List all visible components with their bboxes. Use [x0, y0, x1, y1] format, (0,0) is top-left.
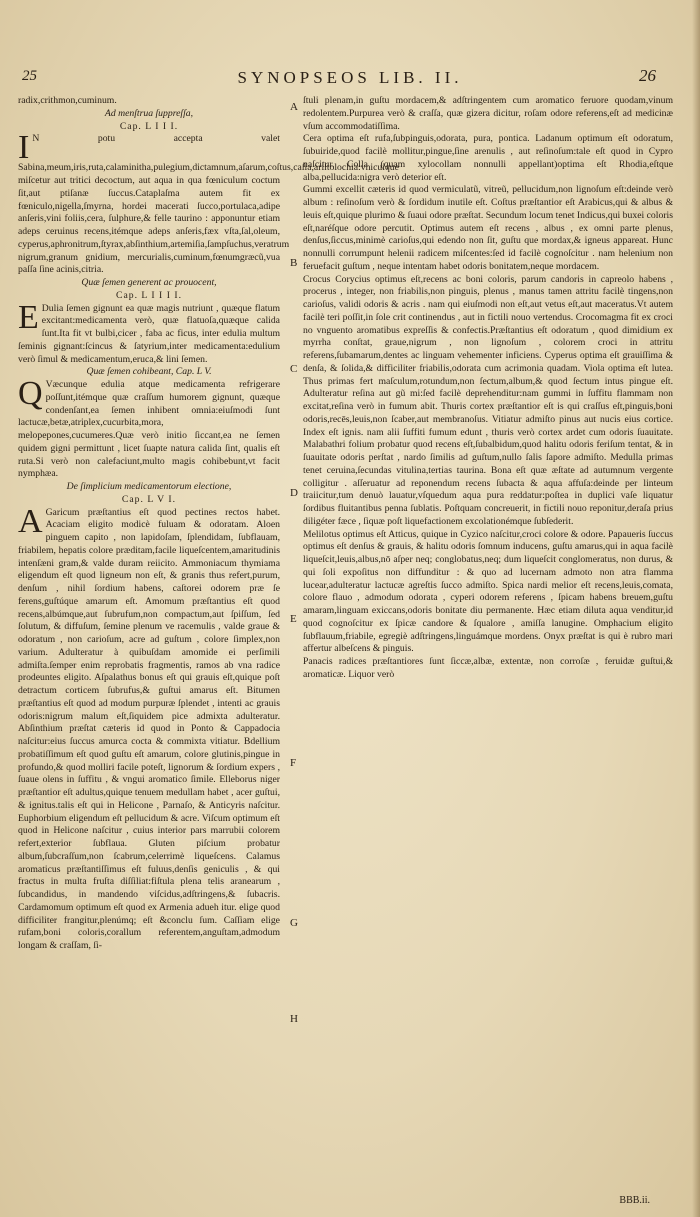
paragraph: [303, 656, 673, 682]
paragraph: [303, 184, 673, 273]
paragraph-text: N potu accepta valet Sabina,meum,iris,ruta,calaminitha,pulegium,dictamnum,aſarum,coſtus,caſia,ariſtolochia:vnicuique miſcetur aut tritici decoctum, aut aqua in qua fœniculum coctum ſit,aut ptiſanæ ſuccus.Cataplaſma autem fit ex fœniculo,nigella,ſmyrna, hordei macerati ſucco,portulaca,adipe anſeris,vini foliis,cera, ſulphure,& felle taurino : apponuntur etiam adeps ceruinus recens,itémque adeps anſeris,fæx vſta,ſal,oleum, cyperus,aphronitrum,ſtyrax,abſinthium,artemiſia,ſampſuchus,veratrum nigrum,granum gnidium, mercurialis,cuminum,fœnumgræcũ,vua paſſa ſine acinis,citria.: [18, 133, 399, 276]
paragraph: [18, 502, 280, 953]
paragraph-text: ſtuli plenam,in guſtu mordacem,& adſtringentem cum aromatico feruore quodam,vinum redolentem.Purpurea verò & craſſa, quæ gizera dicitur, roſam odore referens,eſt ad medicinæ vſum accommodatiſſima.: [303, 95, 673, 132]
paragraph-text: Cap. L I I I.: [119, 120, 179, 132]
drop-initial: A: [18, 502, 43, 540]
page-edge-shadow: [692, 0, 700, 1217]
paragraph-text: Cap. L V I.: [121, 493, 177, 505]
margin-letter: D: [290, 487, 298, 499]
paragraph-text: Quæ ſemen cohibeant, Cap. L V.: [86, 366, 212, 378]
margin-letter: E: [290, 613, 297, 625]
folio-right: 26: [639, 66, 656, 85]
section-heading: [18, 277, 280, 290]
paragraph-text: Garicum præſtantius eſt quod pectines rectos habet. Acaciam eligito modicè fuluam & odoratam. Aloen pinguem capito , non lapidoſam, ſplendidam, ſubflauam, friabilem, hepatis colore præditam,facile liqueſcentem,amaritudinis intenſæni gram,& valde duram reiicito. Ammoniacum thymiama eligendum eſt quod ligneum non eſt, & granis thus refert,purum, denſum , nihil ſordium habens, caſtorei odorem præ ſe ferens,guſtúque amarum eſt. Amomum præſtantius eſt quod recens,albúmque,aut ſubrufum,non compactum,aut ſpiſſum, ſed ſolutum, & diffuſum, ſemine plenum ve racemulis , valde graue & odoratum , non carioſum, acre ad guſtum , colore ſimplex,non varium. Adulteratur à quibuſdam amomide ei perſimili admiſta.ſemper enim reprobatis fragmentis, ramos ab vna radice prodeuntes eligito. Aſpalathus bonus eſt qui grauis eſt,quique poſt detractum corticem ſubrufus,& guſtui amarus eſt. Bitumen præſtantius eſt quod ad modum purpuræ ſplendet , intenti ac grauis odoris:nigrum malum eſt,ſiquidem pice admixta adulteratur. Abſinthium præſtat cæteris id quod in Ponto & Cappadocia naſcitur:eius ſuccus amurca cocta & commixta vitiatur. Bdellium probatiſſimum eſt quod guſtu eſt amarum, colore glutinis,pingue in profundo,& quod molliri facile poteſt, lignorum & ſordium expers , ſuaue olens in ſuffitu , & vngui aromatico ſimile. Elleborus niger præſtantior eſt adultus,quique tenuem medullam habet , acer guſtui, & ignitus.talis eſt qui in Helicone , Parnaſo, & Anticyris naſcitur. Euphorbium eligendum eſt pellucidum & acre. Viſcum optimum eſt quod in Helicone naſcitur , cuius interior pars marrubii colorem refert,exterior ſubflaua. Gluten piſcium probatur album,ſubcraſſum,non ſcabrum,celerrimè liqueſcens. Calamus aromaticus præſtantiſſimus eſt fuluus,denſis geniculis , & qui fractus in multa fruſta diſſiliat:fiſtula plena telis aranearum , ſubcandidus, in mandendo viſcidus,adſtringens,& ſubacris. Cardamomum optimum eſt quod ex Armenia adueh itur. elige quod difficiliter frangitur,plenúmq; eſt &conclu ſum. Caſſiam elige rufam,boni coloris,corallum referentem,anguſtam,admodum longam & craſſam, ſi-: [18, 506, 280, 951]
margin-letter: H: [290, 1013, 298, 1025]
paragraph-text: Væcunque edulia atque medicamenta refrigerare poſſunt,itémque quæ craſſum humorem gignunt, quæque condenſant,ea ſemen inhibent omnia:eiuſmodi ſunt lactucæ,betæ,atriplex,cucurbita,mora, melopepones,cucumeres.Quæ verò initio ſiccant,ea ne ſemen quidem gigni permittunt , licet ſuapte natura calida ſint, qualis eſt ruta.Si verò non calefaciunt,multo magis cohibebunt,vt facit nymphæa.: [18, 379, 280, 480]
running-title: SYNOPSEOS LIB. II.: [237, 68, 463, 87]
paragraph-text: Melilotus optimus eſt Atticus, quique in Cyzico naſcitur,croci colore & odore. Papaueris ſuccus optimus eſt denſus & grauis, & halitu odoris ſomnum inducens, guſtu amarus,qui in aqua facilè liqueſcit,leuis,albus,nō aſper neq; conglobatus,neq; dum liqueſcit conglomeratus, non durus, & qui ſoli expoſitus non diffunditur : & quo ad lucernam admoto non atra flamma lucear,adulteratur lactucæ agreſtis ſucco admiſto. Spica nardi melior eſt recens,leuis,comata, colore flauo , admodum odorata , cyperi odorem referens , ſpicam habens breuem,guſtu amaram,linguam exiccans,odoris bonitate diu permanente. Hæc etiam diluta aqua venditur,id quod cognoſcitur ex ſpicæ candore & ſqualore , amiſſa lanugine. Omphacium eligito ſubflauum,friabile, egregiè adſtringens,linguámque mordens. Onyx præſtat is qui è rubro mari affertur albeſcens & pinguis.: [303, 528, 673, 655]
paragraph-text: Dulia ſemen gignunt ea quæ magis nutriunt , quæque flatum excitant:medicamenta verò, quæ flatuoſa,quæque calida ſunt.Ita fit vt bulbi,cicer , faba ac ficus, inter edulia multum ſeminis gignant:ſcincus & ſatyrium,inter medicamenta:edulium verò ſimul & medicamentum,eruca,& lini ſemen.: [18, 302, 280, 365]
signature-mark: BBB.ii.: [619, 1195, 650, 1206]
paragraph: [18, 375, 280, 481]
paragraph-text: Quæ ſemen generent ac prouocent,: [81, 277, 217, 288]
margin-letter: A: [290, 101, 298, 113]
paragraph: [303, 95, 673, 133]
paragraph: [18, 129, 399, 277]
folio-left: 25: [22, 68, 37, 84]
right-column: [303, 95, 673, 682]
paragraph-text: Cera optima eſt rufa,ſubpinguis,odorata, pura, pontica. Ladanum optimum eſt odoratum, ſubuiride,quod facilè mollitur,pingue,ſine arenulis , aut reſinoſum:tale eſt quod in Cypro naſcitur. Colla (quam xylocollam nonnulli appellant)optima eſt Rhodia,eſtque alba,pellucida:nigra verò deterior eſt.: [303, 133, 673, 183]
chapter-number: [18, 290, 280, 303]
drop-initial: Q: [18, 375, 43, 412]
left-column: [18, 95, 399, 953]
paragraph-text: Panacis radices præſtantiores ſunt ſiccæ,albæ, extentæ, non corroſæ , feruidæ guſtui,& aromaticæ. Liquor verò: [303, 656, 673, 680]
drop-initial: I: [18, 129, 30, 167]
paragraph-text: De ſimplicium medicamentorum electione,: [66, 481, 232, 492]
paragraph-text: radix,crithmon,cuminum.: [18, 95, 117, 106]
margin-letter: F: [290, 757, 297, 769]
paragraph-text: Cap. L I I I I.: [115, 289, 183, 301]
drop-initial: E: [18, 298, 39, 336]
chapter-number: [18, 121, 280, 134]
paragraph: [18, 95, 280, 108]
page-header: [0, 68, 700, 94]
margin-letter: B: [290, 257, 298, 269]
section-heading: [18, 481, 280, 494]
section-heading: [18, 366, 280, 379]
margin-letter: C: [290, 363, 298, 375]
paragraph-text: Ad menſtrua ſuppreſſa,: [104, 107, 194, 119]
paragraph: [303, 274, 673, 529]
paragraph-text: Crocus Corycius optimus eſt,recens ac boni coloris, parum candoris in capreolo habens , procerus , integer, non friabilis,non pinguis, plenus , manus tamen attritu facilè tingens,non carioſus, validi odoris & acris . nam qui eiuſmodi non eſt,aut vetus eſt,aut maceratus.Vt autem facilè teri poſſit,in ſole crit continendus , aut in fictili nouo vertendus. Crocomagma fit ex croci no vnguento aromatibus expreſſis & confectis.Præſtantius eſt odoratum , quod dimidium ex myrrha conſtat, graue,nigrum , non lignoſum , colorem croci in attritu referens,ſubamarum,dentes ac linguam vehementer inficiens. Cyperus optima eſt grauiſſima & denſa, & ſolida,& difficiliter friabilis,odorata cum acrimonia quadam. Viola optima eſt lutea. Thus primas fert maſculum,rotundum,non ſectum,album,& quod ſectum intus pingue eſt. Adulteratur reſina aut gũ mi:ſed facilè deprehenditur:nam gummi in ſuffitu flammam non excitat,reſina verò in fumum abit. Thuris cortex præſtantior eſt is qui craſſus eſt,pinguis,boni odoris,recēs,leuis,non ſcaber,aut membranoſus. Vitiatur admiſto pinus aut nucis eius cortice. Index eſt ignis. nam alii ſuffiti fumum edunt , thuris verò cortex ardet cum odoris ſuauitate. Malabathri folium probatur quod recens eſt,ſubalbidum,quod halitu odoris feriſum tentat, & in ſuauitate odoris perſtat , nardo ſimilis ad guſtum,nullo ſalis ſapore admiſto. Medulla primas tenet ceruina,ſecundas vitulina,tertias taurina. Bona eſt quæ æſtate ad autumnum vergente colligitur . aſſeruatur ad reponendum recens ſubacta & aqua affuſa:deinde per linteum traiicitur,tum denuò lauatur,vſquedum aqua pura reddatur:poſtea in duplici vaſe liquatur ſordibus fluitantibus penna ſublatis. Poſtquam concreuerit, in fictili nouo reponitur,deraſa prius diligéter fæce , ſiquæ poſt liquefactionem excolationémque ſubſederit.: [303, 273, 673, 527]
chapter-number: [18, 494, 280, 507]
section-heading: [18, 108, 280, 121]
paragraph-text: Gummi excellit cæteris id quod vermiculatũ, vitreũ, pellucidum,non lignoſum eſt:deinde verò album : reſinoſum verò & ſordidum inutile eſt. Coſtus præſtantior eſt Arabicus,qui & albus & leuis eſt,quique plurimo & ſuaui odore præſtat. Secundum locum tenet Indicus,qui buxei coloris eſt,naréſque odore percutit. Optimus autem eſt recens , albus , ex omni parte plenus, denſus,ſiccus,minimè carioſus,qui edendo non ſit, guſtu que mordax,& igneus appareat. Hunc nonnulli corrumpunt helenii radicem miſcentes:ſed id facilè cognoſcitur . nam helenium non feruefacit guſtum , neque intentam habet odoris bonitatem,neque mordacem.: [303, 184, 673, 272]
margin-letters: [290, 95, 302, 1195]
paragraph: [303, 529, 673, 657]
paragraph: [18, 298, 280, 367]
paragraph: [303, 133, 673, 184]
margin-letter: G: [290, 917, 298, 929]
